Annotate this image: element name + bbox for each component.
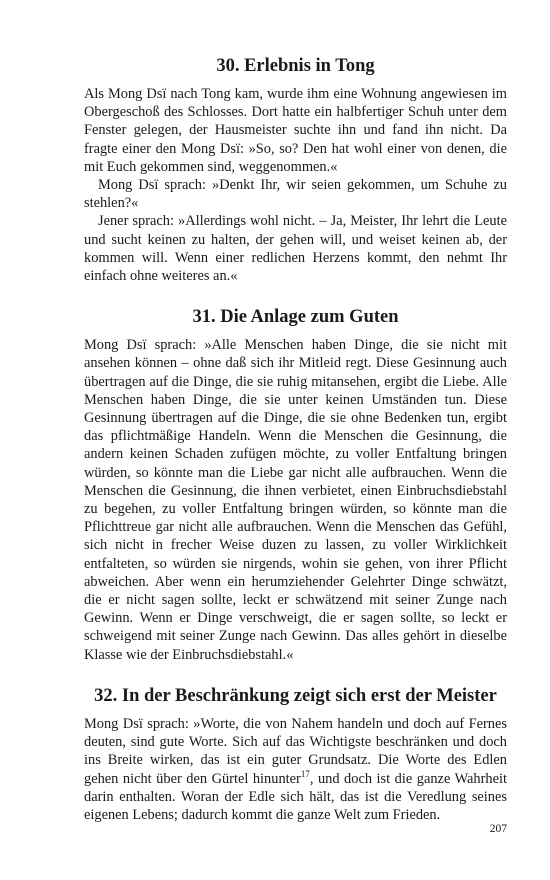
paragraph: Mong Dsï sprach: »Denkt Ihr, wir seien gekommen, um Schuhe zu stehlen?« xyxy=(84,177,507,212)
page-number: 207 xyxy=(489,823,507,835)
paragraph-text-end: , und doch ist die ganze Wahrheit darin enthalten. Woran der Edle sich hält, das ist die Veredlung seines eigenen Lebens; dadurch kommt die ganze Welt zum Frieden. xyxy=(84,770,507,823)
section-31 xyxy=(84,305,507,664)
section-32 xyxy=(84,684,507,824)
section-title: 30. Erlebnis in Tong xyxy=(216,56,375,76)
paragraph xyxy=(84,715,507,824)
section-title: 31. Die Anlage zum Guten xyxy=(192,307,399,328)
paragraph-text-start: Mong Dsï sprach: »Worte, die von Nahem handeln und doch auf Fernes deuten, sind gute Worte. Sich auf das Wichtigste beschränken und doch ins Breite wirken, das ist ein guter Grundsatz. Die Worte des Edlen gehen nicht über den Gürtel hinunter xyxy=(84,715,507,787)
book-page xyxy=(84,54,507,824)
section-30 xyxy=(84,54,507,285)
paragraph: Als Mong Dsï nach Tong kam, wurde ihm eine Wohnung angewiesen im Obergeschoß des Schlosses. Dort hatte ein halbfertiger Schuh unter dem Fenster gelegen, der Hausmeister suchte ihn und fand ihn nicht. Da fragte einer den Mong Dsï: »So, so? Den hat wohl einer von denen, die mit Euch gekommen sind, weggenommen.« xyxy=(84,86,507,175)
paragraph: Jener sprach: »Allerdings wohl nicht. – Ja, Meister, Ihr lehrt die Leute und sucht keinen zu halten, der gehen will, und weiset keinen ab, der kommen will. Wenn einer redlichen Herzens kommt, den nehmt Ihr einfach ohne weiteres an.« xyxy=(84,213,507,285)
section-title: 32. In der Beschränkung zeigt sich erst der Meister xyxy=(94,685,497,706)
footnote-reference: 17 xyxy=(300,768,310,779)
paragraph: Mong Dsï sprach: »Alle Menschen haben Dinge, die sie nicht mit ansehen können – ohne daß sich ihr Mitleid regt. Diese Gesinnung auch übertragen auf die Dinge, die sie ruhig mitansehen, ergibt die Liebe. Alle Menschen haben Dinge, die sie unter keinen Umständen tun. Diese Gesinnung übertragen auf die Dinge, die sie ohne Bedenken tun, ergibt das pflichtmäßige Handeln. Wenn die Menschen die Gesinnung, die andern keinen Schaden zufügen möchte, zu voller Entfaltung bringen würden, so könnte man die Liebe gar nicht alle aufbrauchen. Wenn die Menschen die Gesinnung, die ihnen verbietet, einen Einbruchsdiebstahl zu begehen, zu voller Entfaltung bringen würden, so könnte man die Pflichttreue gar nicht alle aufbrauchen. Wenn die Menschen das Gefühl, sich nicht in frecher Weise duzen zu lassen, zu voller Wirklichkeit entfalteten, so würden sie nirgends, wohin sie gehen, von ihrer Pflicht abweichen. Aber wenn ein herumziehender Gelehrter Dinge schwätzt, die er nicht sagen sollte, leckt er schwätzend mit seiner Zunge nach Gewinn. Wenn er Dinge verschweigt, die er sagen sollte, so leckt er schweigend mit seiner Zunge nach Gewinn. Das alles gehört in dieselbe Klasse wie der Einbruchsdiebstahl.« xyxy=(84,337,507,663)
